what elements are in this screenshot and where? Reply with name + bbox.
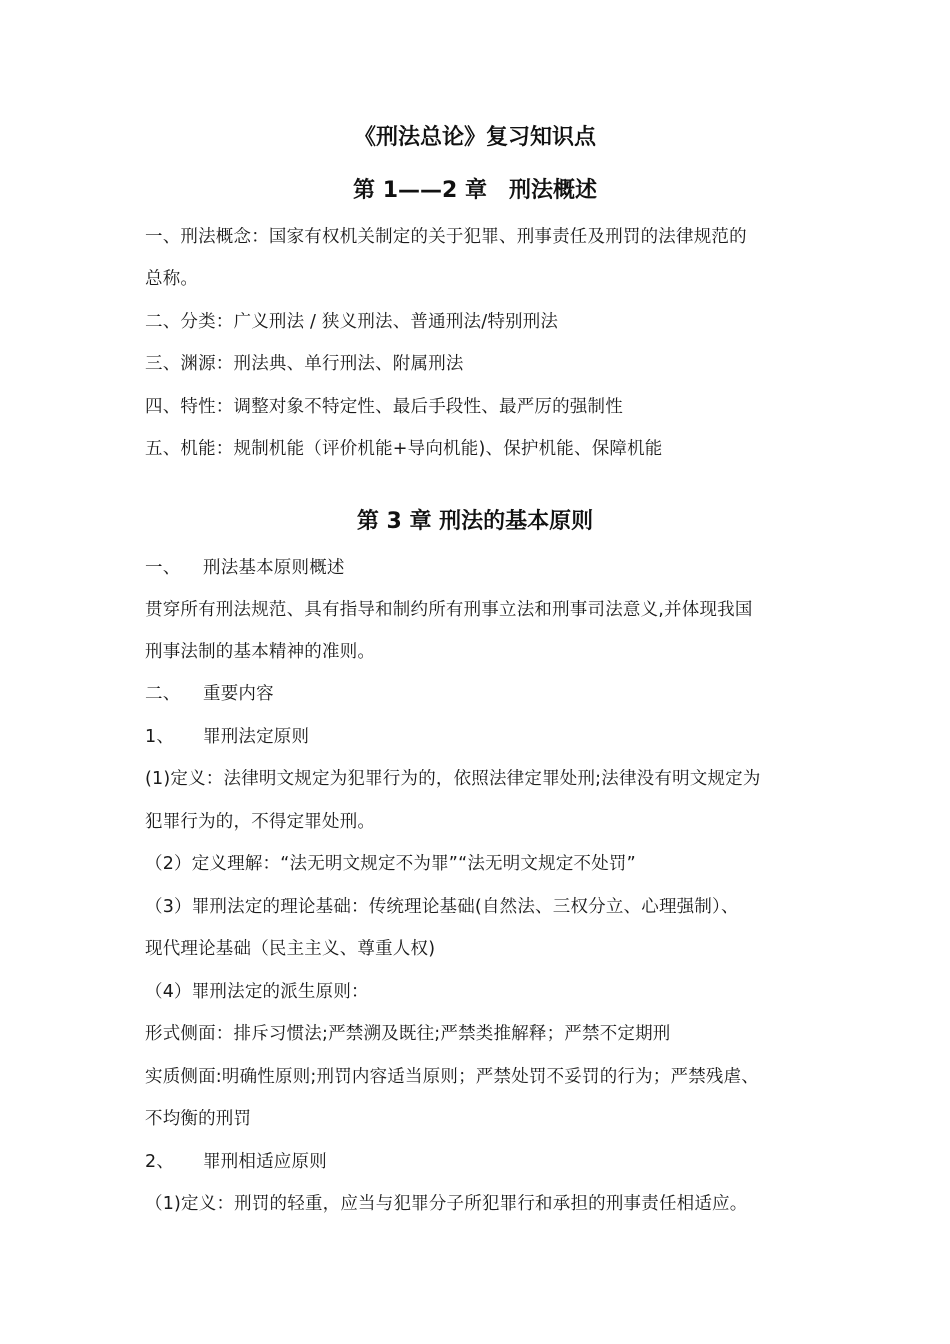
chapter-3-title: 第 3 章 刑法的基本原则: [356, 509, 594, 534]
section-heading: [145, 681, 815, 707]
paragraph-line: 实质侧面:明确性原则;刑罚内容适当原则；严禁处罚不妥罚的行为；严禁残虐、: [145, 1067, 759, 1087]
paragraph-line: 一、刑法概念：国家有权机关制定的关于犯罪、刑事责任及刑罚的法律规范的: [145, 227, 747, 247]
item-number: 2、: [145, 1152, 175, 1172]
paragraph-line: （4）罪刑法定的派生原则：: [145, 982, 369, 1002]
paragraph-line: 现代理论基础（民主主义、尊重人权): [145, 939, 436, 959]
paragraph-line: 三、渊源：刑法典、单行刑法、附属刑法: [145, 354, 464, 374]
paragraph-line: （3）罪刑法定的理论基础：传统理论基础(自然法、三权分立、心理强制）、: [145, 897, 739, 917]
item-label: 罪刑相适应原则: [203, 1152, 327, 1172]
item-heading: [145, 724, 815, 750]
item-label: 罪刑法定原则: [203, 727, 310, 747]
paragraph-line: (1)定义：法律明文规定为犯罪行为的，依照法律定罪处刑;法律没有明文规定为: [145, 769, 761, 789]
paragraph-line: 犯罪行为的，不得定罪处刑。: [145, 812, 376, 832]
document-title: 《刑法总论》复习知识点: [353, 125, 596, 150]
paragraph-line: 刑事法制的基本精神的准则。: [145, 642, 376, 662]
paragraph-line: 贯穿所有刑法规范、具有指导和制约所有刑事立法和刑事司法意义,并体现我国: [145, 600, 753, 620]
paragraph-line: （1)定义：刑罚的轻重，应当与犯罪分子所犯罪行和承担的刑事责任相适应。: [145, 1194, 748, 1214]
paragraph-line: 不均衡的刑罚: [145, 1109, 252, 1129]
section-number: 二、: [145, 684, 181, 704]
paragraph-line: 二、分类：广义刑法 / 狭义刑法、普通刑法/特别刑法: [145, 312, 559, 332]
paragraph-line: 形式侧面：排斥习惯法;严禁溯及既往;严禁类推解释；严禁不定期刑: [145, 1024, 671, 1044]
section-label: 重要内容: [203, 684, 274, 704]
paragraph-line: 五、机能：规制机能（评价机能+导向机能)、保护机能、保障机能: [145, 439, 663, 459]
section-number: 一、: [145, 558, 181, 578]
section-heading: [145, 555, 815, 581]
paragraph-line: 总称。: [145, 269, 199, 289]
item-number: 1、: [145, 727, 175, 747]
section-label: 刑法基本原则概述: [203, 558, 345, 578]
chapter-1-title: 第 1——2 章 刑法概述: [353, 178, 597, 203]
paragraph-line: 四、特性：调整对象不特定性、最后手段性、最严厉的强制性: [145, 397, 623, 417]
paragraph-line: （2）定义理解：“法无明文规定不为罪”“法无明文规定不处罚”: [145, 854, 636, 874]
item-heading: [145, 1149, 815, 1175]
